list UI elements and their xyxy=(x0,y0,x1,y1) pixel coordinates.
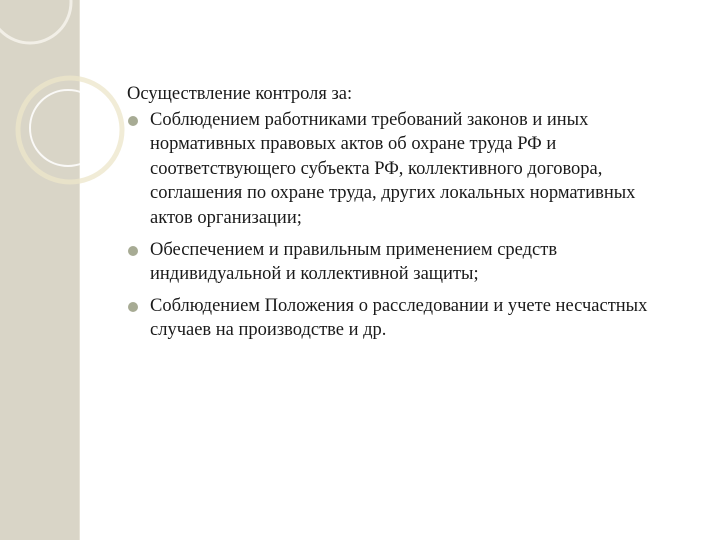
bullet-icon xyxy=(128,116,138,126)
list-item xyxy=(127,108,667,231)
side-panel xyxy=(0,0,79,540)
list-item xyxy=(127,238,667,287)
list-item-text: Соблюдением работниками требований законов и иных нормативных правовых актов об охране труда РФ и соответствующего субъекта РФ, коллективного договора, соглашения по охране труда, других локальных нормативных актов организации; xyxy=(150,109,636,228)
bullet-icon xyxy=(128,302,138,312)
bullet-list xyxy=(127,108,667,343)
bullet-icon xyxy=(128,246,138,256)
list-item-text: Соблюдением Положения о расследовании и учете несчастных случаев на производстве и др. xyxy=(150,295,648,341)
slide-content xyxy=(127,82,667,350)
list-item-text: Обеспечением и правильным применением средств индивидуальной и коллективной защиты; xyxy=(150,239,558,285)
list-item xyxy=(127,294,667,343)
panel-edge-divider xyxy=(79,0,80,540)
slide-intro: Осуществление контроля за: xyxy=(127,84,353,104)
